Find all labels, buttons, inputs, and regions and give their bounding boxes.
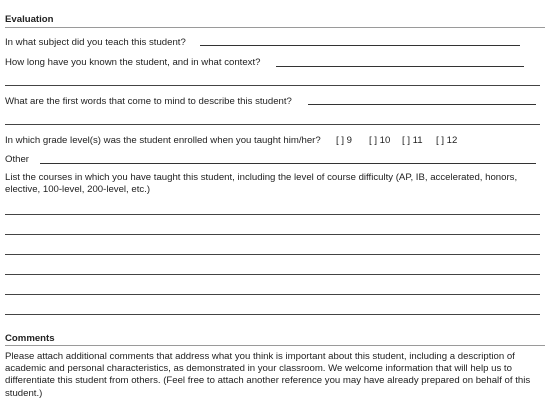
first-words-answer-line-2[interactable] xyxy=(5,124,540,125)
subject-answer-line[interactable] xyxy=(200,45,520,46)
grade-option-11[interactable]: [ ] 11 xyxy=(402,135,423,146)
known-answer-line[interactable] xyxy=(276,66,524,67)
grade-option-9[interactable]: [ ] 9 xyxy=(336,135,352,146)
comments-text: Please attach additional comments that address what you think is important about this student, including a description of academic and personal characteristics, as demonstrated in your classroom. We welcome information that will help us to differentiate this student from others. (Feel free to attach another reference you may have already prepared on behalf of this student.) xyxy=(5,351,531,399)
divider xyxy=(5,27,545,28)
grade-option-10[interactable]: [ ] 10 xyxy=(369,135,391,146)
first-words-question: What are the first words that come to mind to describe this student? xyxy=(5,96,292,107)
courses-answer-line[interactable] xyxy=(5,294,540,295)
known-answer-line-2[interactable] xyxy=(5,85,540,86)
known-question: How long have you known the student, and in what context? xyxy=(5,57,261,68)
courses-answer-line[interactable] xyxy=(5,274,540,275)
courses-answer-line[interactable] xyxy=(5,314,540,315)
grade-question: In which grade level(s) was the student enrolled when you taught him/her? xyxy=(5,135,321,146)
divider xyxy=(5,345,545,346)
courses-answer-line[interactable] xyxy=(5,254,540,255)
first-words-answer-line[interactable] xyxy=(308,104,536,105)
evaluation-heading: Evaluation xyxy=(5,14,54,25)
comments-heading: Comments xyxy=(5,333,55,344)
courses-answer-line[interactable] xyxy=(5,234,540,235)
courses-answer-line[interactable] xyxy=(5,214,540,215)
subject-question: In what subject did you teach this student? xyxy=(5,37,186,48)
grade-option-12[interactable]: [ ] 12 xyxy=(436,135,458,146)
other-answer-line[interactable] xyxy=(40,163,536,164)
courses-question: List the courses in which you have taught this student, including the level of course difficulty (AP, IB, accelerated, honors, elective, 100-level, 200-level, etc.) xyxy=(5,172,518,196)
other-label: Other xyxy=(5,154,29,165)
